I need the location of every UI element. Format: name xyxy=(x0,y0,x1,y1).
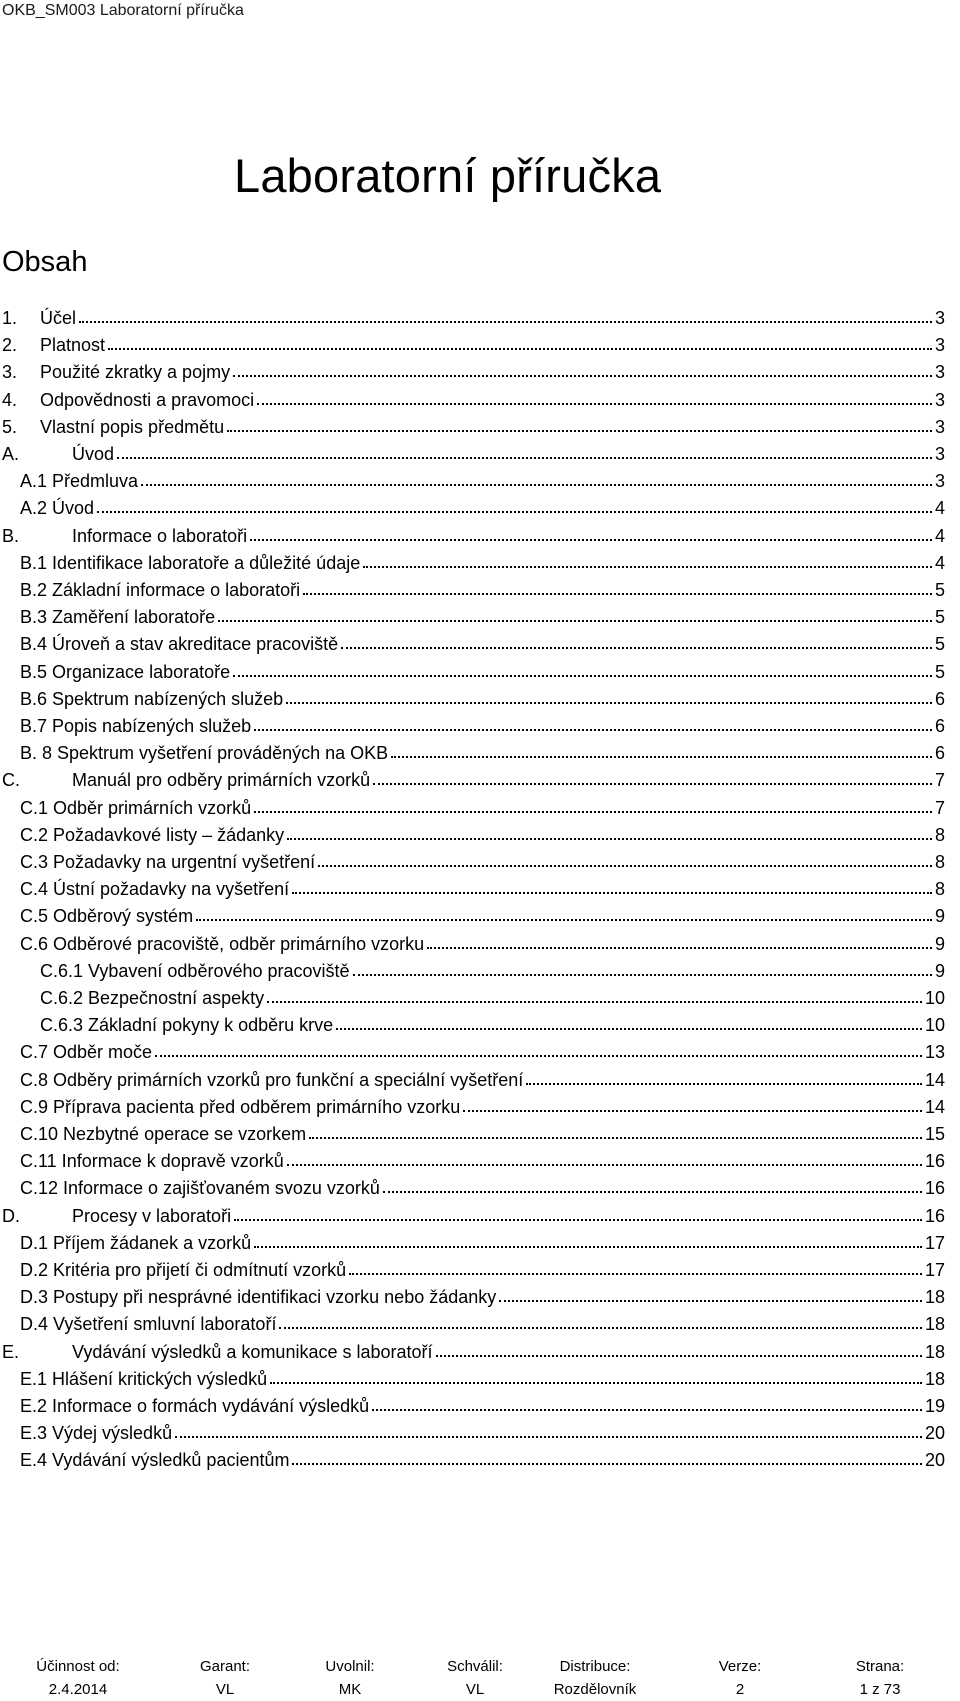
toc-dot-leader xyxy=(155,1042,922,1057)
toc-entry-page: 10 xyxy=(924,988,945,1008)
toc-entry-number: 1. xyxy=(2,308,18,328)
toc-entry-title: C.2 Požadavkové listy – žádanky xyxy=(20,824,285,845)
toc-entry-title: B.7 Popis nabízených služeb xyxy=(20,716,252,736)
toc-dot-leader xyxy=(257,390,932,405)
toc-entry[interactable] xyxy=(20,662,945,686)
toc-entry-number: C. xyxy=(2,770,20,791)
footer-value: 2 xyxy=(735,1681,745,1698)
toc-entry-page: 19 xyxy=(924,1396,945,1416)
toc-entry-page: 6 xyxy=(934,688,945,709)
toc-entry[interactable] xyxy=(20,580,945,604)
toc-dot-leader xyxy=(141,471,932,486)
toc-entry-page: 9 xyxy=(934,960,945,981)
toc-entry[interactable] xyxy=(20,1260,945,1284)
toc-entry-number: E. xyxy=(2,1341,20,1362)
toc-entry-title: C.6.1 Vybavení odběrového pracoviště xyxy=(40,960,350,981)
toc-entry[interactable] xyxy=(20,1151,945,1175)
toc-entry-page: 4 xyxy=(934,498,945,519)
toc-dot-leader xyxy=(292,1450,921,1465)
toc-dot-leader xyxy=(117,444,932,459)
toc-entry[interactable] xyxy=(20,906,945,930)
toc-entry-page: 9 xyxy=(934,906,945,927)
toc-dot-leader xyxy=(108,335,932,350)
toc-dot-leader xyxy=(292,879,932,894)
running-header-title: OKB_SM003 Laboratorní příručka xyxy=(2,2,244,19)
toc-dot-leader xyxy=(303,580,932,595)
toc-entry[interactable] xyxy=(20,716,945,740)
toc-entry-page: 13 xyxy=(924,1042,945,1063)
toc-entry-page: 18 xyxy=(924,1341,945,1362)
toc-dot-leader xyxy=(427,934,932,949)
toc-entry-page: 7 xyxy=(934,770,945,791)
toc-entry[interactable] xyxy=(40,1015,945,1039)
toc-entry-number: 4. xyxy=(2,389,18,410)
toc-dot-leader xyxy=(97,498,932,513)
toc-entry-title: E.1 Hlášení kritických výsledků xyxy=(20,1368,268,1389)
toc-entry-title: D.2 Kritéria pro přijetí či odmítnutí vzorků xyxy=(20,1260,347,1280)
toc-entry-title: Vlastní popis předmětu xyxy=(40,416,225,437)
toc-entry[interactable] xyxy=(20,1423,945,1447)
footer-approved-by xyxy=(430,1655,520,1701)
toc-entry[interactable] xyxy=(20,798,945,822)
toc-entry-title: B.3 Zaměření laboratoře xyxy=(20,607,216,628)
toc-heading: Obsah xyxy=(2,246,88,278)
toc-dot-leader xyxy=(270,1369,922,1384)
toc-entry[interactable] xyxy=(20,1042,945,1066)
toc-entry-title: Odpovědnosti a pravomoci xyxy=(40,389,255,410)
toc-entry[interactable] xyxy=(20,1070,945,1094)
toc-entry[interactable] xyxy=(20,634,945,658)
toc-entry[interactable] xyxy=(2,390,945,414)
footer-value: Rozdělovník xyxy=(553,1681,637,1698)
toc-entry-page: 8 xyxy=(934,852,945,872)
toc-entry[interactable] xyxy=(2,770,945,794)
toc-entry[interactable] xyxy=(20,1124,945,1148)
toc-entry-number: D. xyxy=(2,1205,20,1226)
toc-entry[interactable] xyxy=(20,498,945,522)
toc-entry[interactable] xyxy=(20,1097,945,1121)
footer-label: Garant: xyxy=(199,1658,251,1675)
toc-entry[interactable] xyxy=(20,553,945,577)
toc-entry-page: 5 xyxy=(934,607,945,628)
toc-entry-page: 3 xyxy=(934,308,945,328)
toc-entry-title: C.7 Odběr moče xyxy=(20,1042,153,1063)
toc-entry-title: Použité zkratky a pojmy xyxy=(40,362,231,383)
toc-entry-title: B.5 Organizace laboratoře xyxy=(20,661,231,682)
toc-entry[interactable] xyxy=(2,335,945,359)
toc-dot-leader xyxy=(373,770,932,785)
footer-label: Účinnost od: xyxy=(36,1658,120,1675)
toc-entry-title: Vydávání výsledků a komunikace s laboratoří xyxy=(72,1341,433,1362)
footer-label: Schválil: xyxy=(447,1658,503,1675)
toc-entry-title: C.3 Požadavky na urgentní vyšetření xyxy=(20,852,316,872)
toc-dot-leader xyxy=(279,1314,922,1329)
toc-entry[interactable] xyxy=(2,417,945,441)
toc-entry-title: C.8 Odběry primárních vzorků pro funkční a speciální vyšetření xyxy=(20,1069,524,1090)
footer-effective-from xyxy=(18,1655,138,1701)
footer-page xyxy=(820,1655,940,1701)
toc-entry-title: A.2 Úvod xyxy=(20,498,95,519)
toc-entry[interactable] xyxy=(2,1342,945,1366)
toc-entry[interactable] xyxy=(20,1233,945,1257)
footer-value: VL xyxy=(465,1681,485,1698)
toc-entry[interactable] xyxy=(40,961,945,985)
toc-entry-page: 3 xyxy=(934,471,945,492)
toc-entry-number: 5. xyxy=(2,416,18,437)
toc-entry-page: 10 xyxy=(924,1015,945,1036)
toc-dot-leader xyxy=(391,743,932,758)
toc-dot-leader xyxy=(463,1097,922,1112)
toc-dot-leader xyxy=(526,1070,922,1085)
toc-entry-page: 3 xyxy=(934,389,945,410)
footer-value: 2.4.2014 xyxy=(48,1681,108,1698)
toc-entry[interactable] xyxy=(20,852,945,876)
toc-entry-page: 7 xyxy=(934,797,945,818)
footer-value: MK xyxy=(338,1681,362,1698)
toc-entry-page: 18 xyxy=(924,1314,945,1335)
toc-entry[interactable] xyxy=(20,1396,945,1420)
toc-dot-leader xyxy=(250,526,932,541)
footer-distribution xyxy=(540,1655,650,1701)
toc-entry-title: E.3 Výdej výsledků xyxy=(20,1423,173,1444)
toc-entry-page: 20 xyxy=(924,1450,945,1471)
toc-entry-title: B.2 Základní informace o laboratoři xyxy=(20,580,301,600)
toc-entry-page: 6 xyxy=(934,743,945,764)
footer-value: VL xyxy=(215,1681,235,1698)
toc-dot-leader xyxy=(196,906,932,921)
toc-dot-leader xyxy=(372,1396,922,1411)
toc-entry[interactable] xyxy=(20,879,945,903)
toc-dot-leader xyxy=(287,825,932,840)
toc-entry[interactable] xyxy=(20,1178,945,1202)
toc-dot-leader xyxy=(254,716,932,731)
toc-entry-title: E.2 Informace o formách vydávání výsledků xyxy=(20,1396,370,1416)
toc-entry-page: 3 xyxy=(934,362,945,383)
toc-entry-page: 4 xyxy=(934,552,945,573)
toc-dot-leader xyxy=(175,1423,922,1438)
toc-entry-title: D.3 Postupy při nesprávné identifikaci vzorku nebo žádanky xyxy=(20,1287,497,1308)
toc-entry-page: 5 xyxy=(934,580,945,600)
toc-entry-page: 17 xyxy=(924,1260,945,1280)
toc-entry-page: 3 xyxy=(934,416,945,437)
toc-entry-title: D.1 Příjem žádanek a vzorků xyxy=(20,1232,252,1253)
toc-entry-page: 16 xyxy=(924,1205,945,1226)
toc-entry-title: B.4 Úroveň a stav akreditace pracoviště xyxy=(20,634,339,655)
toc-entry-title: Procesy v laboratoři xyxy=(72,1205,232,1226)
toc-dot-leader xyxy=(363,553,932,568)
toc-entry-title: B.6 Spektrum nabízených služeb xyxy=(20,688,284,709)
toc-dot-leader xyxy=(383,1178,922,1193)
toc-entry-number: A. xyxy=(2,444,20,464)
toc-dot-leader xyxy=(309,1124,922,1139)
toc-entry[interactable] xyxy=(20,1287,945,1311)
toc-dot-leader xyxy=(267,988,922,1003)
toc-dot-leader xyxy=(353,961,932,976)
toc-dot-leader xyxy=(286,689,932,704)
toc-entry-title: C.6 Odběrové pracoviště, odběr primárního vzorku xyxy=(20,933,425,954)
footer-value: 1 z 73 xyxy=(859,1681,901,1698)
toc-dot-leader xyxy=(254,1233,922,1248)
toc-entry-page: 4 xyxy=(934,525,945,546)
toc-entry-title: C.1 Odběr primárních vzorků xyxy=(20,797,252,818)
toc-entry-page: 16 xyxy=(924,1151,945,1172)
toc-entry-page: 3 xyxy=(934,335,945,356)
toc-dot-leader xyxy=(349,1260,922,1275)
toc-entry-page: 8 xyxy=(934,879,945,900)
toc-entry[interactable] xyxy=(20,934,945,958)
toc-entry[interactable] xyxy=(2,362,945,386)
footer-guarantor xyxy=(180,1655,270,1701)
toc-entry-title: Informace o laboratoři xyxy=(72,525,248,546)
toc-entry-title: A.1 Předmluva xyxy=(20,471,139,492)
toc-entry-title: Úvod xyxy=(72,444,115,464)
toc-entry-page: 17 xyxy=(924,1232,945,1253)
toc-entry[interactable] xyxy=(20,743,945,767)
toc-dot-leader xyxy=(233,362,932,377)
toc-entry-number: 2. xyxy=(2,335,18,356)
toc-entry-title: C.11 Informace k dopravě vzorků xyxy=(20,1151,284,1172)
toc-entry-page: 3 xyxy=(934,444,945,464)
toc-entry-page: 16 xyxy=(924,1178,945,1199)
toc-entry-title: B. 8 Spektrum vyšetření prováděných na OKB xyxy=(20,743,389,764)
toc-dot-leader xyxy=(287,1151,922,1166)
toc-entry-page: 8 xyxy=(934,824,945,845)
toc-entry-title: Účel xyxy=(40,308,77,328)
toc-entry[interactable] xyxy=(2,308,945,332)
toc-entry[interactable] xyxy=(40,988,945,1012)
toc-dot-leader xyxy=(234,1206,922,1221)
toc-entry[interactable] xyxy=(2,444,945,468)
toc-entry-page: 6 xyxy=(934,716,945,736)
toc-entry-title: Manuál pro odběry primárních vzorků xyxy=(72,770,371,791)
toc-entry-page: 14 xyxy=(924,1069,945,1090)
toc-dot-leader xyxy=(227,417,932,432)
toc-dot-leader xyxy=(341,634,932,649)
toc-entry-title: B.1 Identifikace laboratoře a důležité údaje xyxy=(20,552,361,573)
toc-entry-title: C.10 Nezbytné operace se vzorkem xyxy=(20,1124,307,1144)
toc-dot-leader xyxy=(499,1287,922,1302)
toc-entry-title: D.4 Vyšetření smluvní laboratoří xyxy=(20,1314,277,1335)
toc-entry[interactable] xyxy=(20,1450,945,1474)
toc-entry-title: E.4 Vydávání výsledků pacientům xyxy=(20,1450,290,1471)
toc-entry-page: 15 xyxy=(924,1124,945,1144)
footer-version xyxy=(695,1655,785,1701)
toc-dot-leader xyxy=(318,852,932,867)
footer-label: Verze: xyxy=(718,1658,762,1675)
document-title: Laboratorní příručka xyxy=(234,149,662,202)
toc-dot-leader xyxy=(79,308,932,323)
toc-dot-leader xyxy=(233,662,932,677)
toc-entry-page: 9 xyxy=(934,933,945,954)
toc-entry-title: C.5 Odběrový systém xyxy=(20,906,194,927)
footer-label: Uvolnil: xyxy=(325,1658,375,1675)
toc-dot-leader xyxy=(254,798,932,813)
toc-entry-page: 18 xyxy=(924,1287,945,1308)
toc-dot-leader xyxy=(436,1342,922,1357)
toc-entry[interactable] xyxy=(20,689,945,713)
toc-entry-number: B. xyxy=(2,525,20,546)
footer-label: Strana: xyxy=(855,1658,905,1675)
toc-entry[interactable] xyxy=(20,471,945,495)
toc-entry-number: 3. xyxy=(2,362,18,383)
toc-entry-title: C.4 Ústní požadavky na vyšetření xyxy=(20,879,290,900)
document-footer xyxy=(0,1655,960,1700)
toc-entry[interactable] xyxy=(20,607,945,631)
footer-label: Distribuce: xyxy=(559,1658,631,1675)
toc-entry[interactable] xyxy=(20,1314,945,1338)
toc-dot-leader xyxy=(336,1015,922,1030)
toc-entry[interactable] xyxy=(2,526,945,550)
toc-dot-leader xyxy=(218,607,932,622)
toc-entry-title: C.6.2 Bezpečnostní aspekty xyxy=(40,988,265,1008)
toc-entry-page: 18 xyxy=(924,1368,945,1389)
toc-entry-title: C.9 Příprava pacienta před odběrem primárního vzorku xyxy=(20,1096,461,1117)
toc-entry-title: C.12 Informace o zajišťovaném svozu vzorků xyxy=(20,1178,380,1199)
toc-entry[interactable] xyxy=(20,1369,945,1393)
toc-entry-title: C.6.3 Základní pokyny k odběru krve xyxy=(40,1015,334,1036)
toc-entry-page: 5 xyxy=(934,634,945,655)
toc-entry[interactable] xyxy=(20,825,945,849)
toc-entry[interactable] xyxy=(2,1206,945,1230)
toc-entry-page: 5 xyxy=(934,661,945,682)
toc-entry-title: Platnost xyxy=(40,335,106,356)
toc-entry-page: 20 xyxy=(924,1423,945,1444)
toc-entry-page: 14 xyxy=(924,1096,945,1117)
footer-released-by xyxy=(305,1655,395,1701)
